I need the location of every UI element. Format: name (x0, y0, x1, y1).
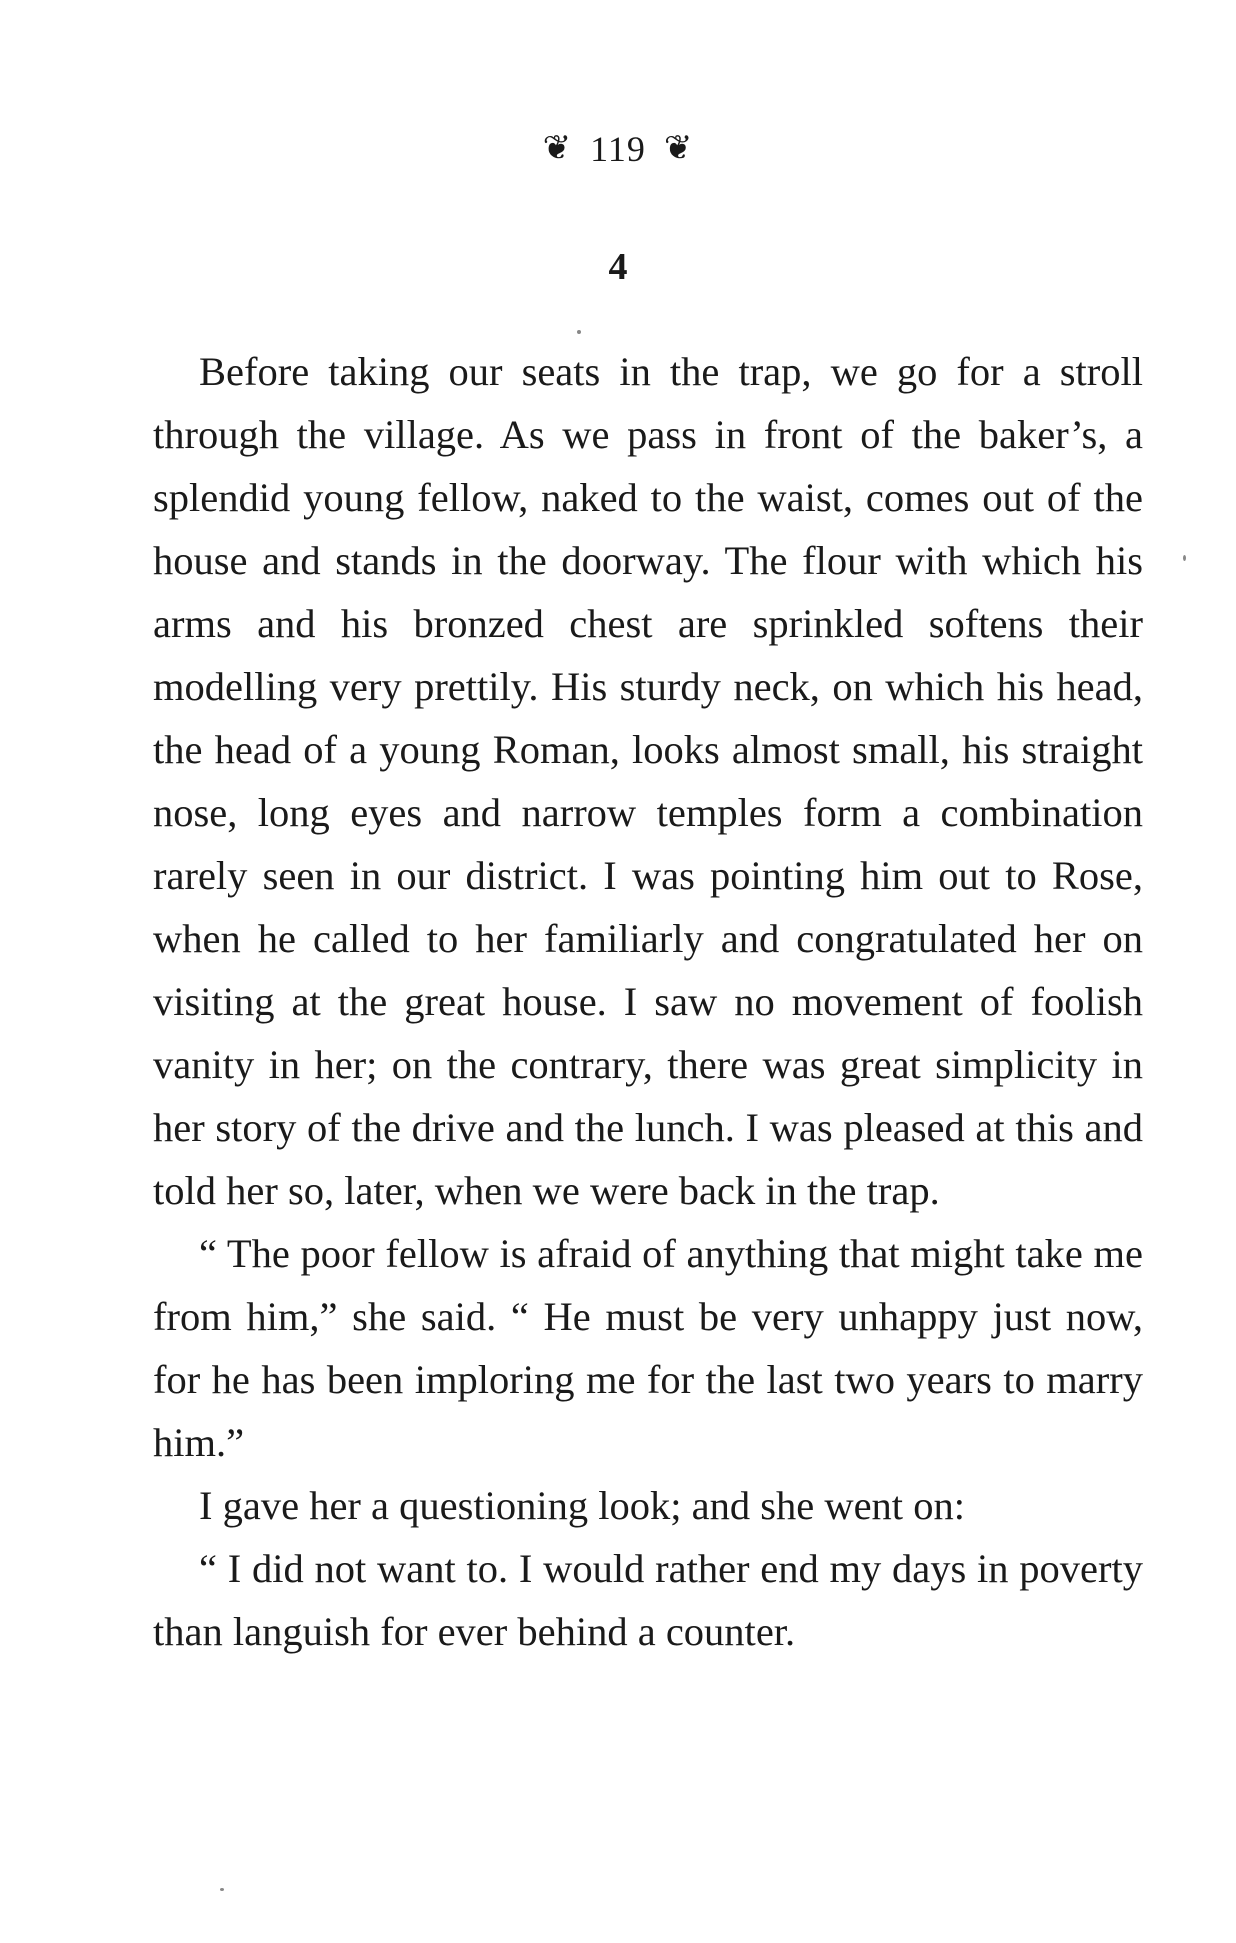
paragraph-1: Before taking our seats in the trap, we go for a stroll through the village. As we pass in front of the baker’s, a splendid young fellow, naked to the waist, comes out of the house and stands in the doorway. The flour with which his arms and his bronzed chest are sprinkled softens their modelling very prettily. His sturdy neck, on which his head, the head of a young Roman, looks almost small, his straight nose, long eyes and narrow temples form a combination rarely seen in our district. I was pointing him out to Rose, when he called to her familiarly and congratulated her on visiting at the great house. I saw no movement of foolish vanity in her; on the contrary, there was great simplicity in her story of the drive and the lunch. I was pleased at this and told her so, later, when we were back in the trap. (153, 349, 1143, 1213)
page-number: 119 (590, 129, 646, 169)
paragraph-4: “ I did not want to. I would rather end my days in poverty than languish for ever behind a counter. (153, 1546, 1143, 1654)
section-number: 4 (608, 246, 628, 288)
paragraph-3: I gave her a questioning look; and she went on: (199, 1483, 965, 1528)
paper-speck (220, 1888, 224, 1891)
fleuron-right-icon: ❦ (663, 130, 694, 167)
paper-speck (1183, 555, 1186, 561)
running-head (0, 128, 1236, 170)
fleuron-left-icon: ❦ (542, 130, 573, 167)
paper-speck (577, 330, 581, 334)
paragraph-2: “ The poor fellow is afraid of anything that might take me from him,” she said. “ He must be very unhappy just now, for he has been imploring me for the last two years to marry him.” (153, 1231, 1143, 1465)
body-text (153, 340, 1143, 1663)
